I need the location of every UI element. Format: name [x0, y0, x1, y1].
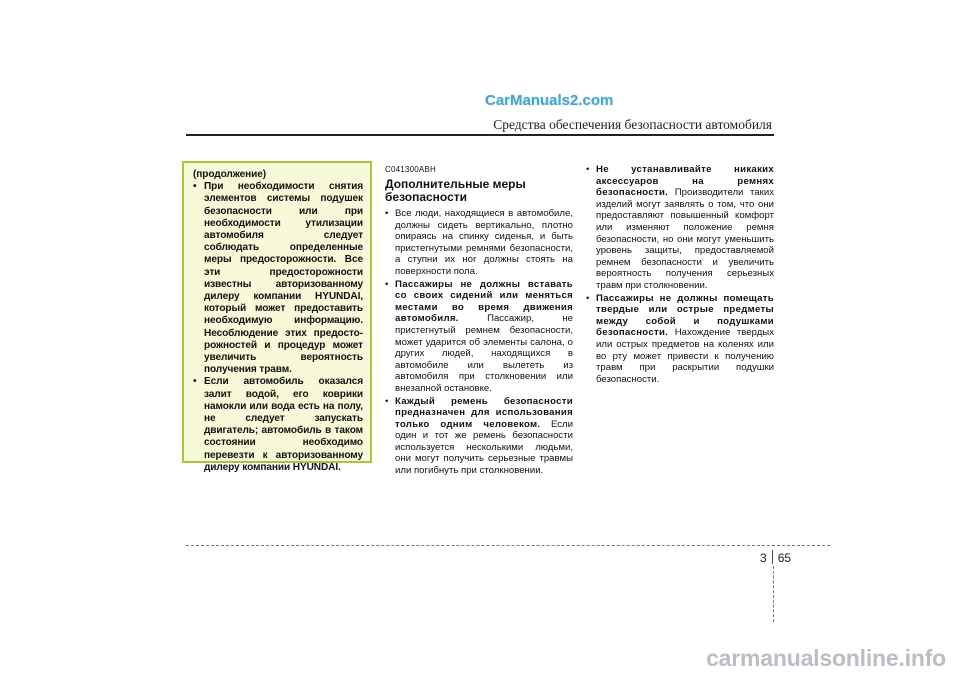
text-column-middle: [385, 165, 573, 478]
chapter-number: 3: [760, 551, 767, 565]
page-number-separator: [772, 550, 773, 564]
list-item: [385, 279, 573, 395]
item-text: Все люди, находящиеся в автомобиле, должны сидеть вертикально, плотно опираясь на спинку сиденья, и быть пристегнутыми ремнями безопасности, а ступни их ног должны стоять на поверхности пола.: [395, 208, 573, 277]
notice-intro: (продолжение): [193, 169, 267, 180]
list-item: [385, 208, 573, 278]
page-number-value: 65: [777, 551, 792, 565]
header-rule: [186, 134, 774, 136]
watermark-logo-bottom: carmanualsonline.info: [706, 645, 946, 671]
section-heading: Дополнительные меры безопасности: [385, 177, 526, 204]
item-bold-text: Пассажиры не должны помещать твердые или острые предметы между собой и подушками безопасности.: [596, 292, 774, 339]
item-text: Если один и тот же ремень безопасности используется несколькими людьми, они могут получить серьезные травмы или погибнуть при столкновении.: [395, 418, 574, 477]
notice-item: • При необходимости снятия элементов системы подушек безопасности или при необходимости утилизации автомобиля следует соблюдать определенные меры предосторожности. Все эти предосторожности известны авторизованному дилеру компании HYUNDAI, который может предоставить необходимую информацию. Несоблюдение этих предосто-рожностей и процедур может увеличить вероятность получения травм.: [193, 181, 363, 376]
list-item: [385, 396, 573, 477]
item-bold-text: Каждый ремень безопасности предназначен для использования только одним человеком.: [395, 395, 573, 430]
section-code: C041300ABH: [385, 165, 436, 174]
footer-vertical-dashed-rule: [773, 566, 774, 622]
safety-list-right: [586, 164, 774, 385]
list-item: [586, 293, 774, 386]
item-text: Нахождение твердых или острых предметов на коленях или во рту может привести к получению травм при раскрытии подушки безопасности.: [596, 327, 774, 385]
watermark-logo-top: CarManuals2.com: [485, 92, 614, 109]
footer-dashed-rule: [186, 545, 830, 546]
item-bold-text: Не устанавливайте никаких аксессуаров на ремнях безопасности.: [596, 164, 774, 199]
list-item: [586, 164, 774, 292]
notice-item: • Если автомобиль оказался залит водой, его коврики намокли или вода есть на полу, не следует запускать двигатель; автомобиль в таком состоянии необходимо перевезти к авторизованному дилеру компании HYUNDAI.: [193, 376, 363, 474]
item-text: Производители таких изделий могут заявлять о том, что они предоставляют повышенный комфорт или изменяют положение ремня безопасности, но они могут уменьшить уровень защиты, предоставляемой ремнем безопасности и увеличить вероятность получения серьезных травм при столкновении.: [596, 187, 774, 291]
safety-list-middle: [385, 208, 573, 477]
item-text: Пассажир, не пристегнутый ремнем безопасности, может ударится об элементы салона, о других людей, находящихся в автомобиле или вылететь из автомобиля при столкновении или внезапной остановке.: [395, 313, 573, 394]
page-header-title: Средства обеспечения безопасности автомобиля: [493, 117, 772, 132]
continuation-notice-box: [182, 161, 372, 473]
page-number: [760, 550, 791, 565]
item-bold-text: Пассажиры не должны вставать со своих сидений или меняться местами во время движения автомобиля.: [395, 278, 573, 325]
notice-list: [193, 181, 363, 474]
text-column-right: [586, 164, 774, 386]
